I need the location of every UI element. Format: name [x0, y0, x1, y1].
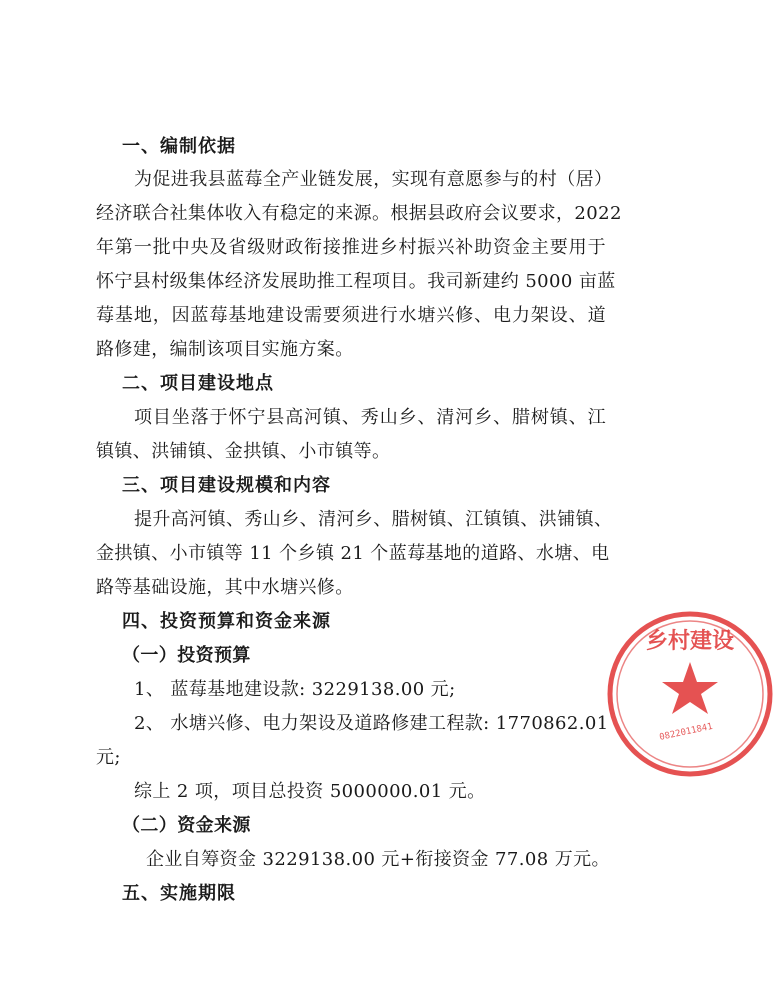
- section3-heading: 三、项目建设规模和内容: [122, 475, 331, 496]
- section4-sub1: （一）投资预算: [122, 645, 251, 666]
- section4-sub2: （二）资金来源: [122, 815, 251, 836]
- section1-line-4: 怀宁县村级集体经济发展助推工程项目。我司新建约 5000 亩蓝: [96, 271, 616, 292]
- section1-line-5: 莓基地，因蓝莓基地建设需要须进行水塘兴修、电力架设、道: [96, 305, 606, 326]
- seal-text: 乡村建设: [645, 628, 735, 654]
- section4-heading: 四、投资预算和资金来源: [122, 611, 331, 632]
- section4-total: 综上 2 项，项目总投资 5000000.01 元。: [134, 781, 486, 802]
- seal-number: 0822011841: [658, 721, 714, 743]
- section1-line-6: 路修建，编制该项目实施方案。: [96, 339, 354, 360]
- seal-star-icon: [662, 662, 718, 714]
- section2-line-2: 镇镇、洪铺镇、金拱镇、小市镇等。: [96, 441, 391, 462]
- section2-heading: 二、项目建设地点: [122, 373, 274, 394]
- section3-line-3: 路等基础设施，其中水塘兴修。: [96, 577, 354, 598]
- section3-line-1: 提升高河镇、秀山乡、清河乡、腊树镇、江镇镇、洪铺镇、: [134, 509, 613, 530]
- section5-heading: 五、实施期限: [122, 883, 236, 904]
- section4-funding: 企业自筹资金 3229138.00 元+衔接资金 77.08 万元。: [146, 849, 610, 870]
- section3-line-2: 金拱镇、小市镇等 11 个乡镇 21 个蓝莓基地的道路、水塘、电: [96, 543, 610, 564]
- section4-item1: 1、 蓝莓基地建设款: 3229138.00 元;: [134, 679, 456, 700]
- section1-line-2: 经济联合社集体收入有稳定的来源。根据县政府会议要求，2022: [96, 203, 622, 224]
- section1-line-3: 年第一批中央及省级财政衔接推进乡村振兴补助资金主要用于: [96, 237, 606, 258]
- section1-line-1: 为促进我县蓝莓全产业链发展，实现有意愿参与的村（居）: [134, 169, 613, 190]
- section2-line-1: 项目坐落于怀宁县高河镇、秀山乡、清河乡、腊树镇、江: [134, 407, 606, 428]
- section4-item2-line2: 元;: [96, 747, 121, 768]
- section4-item2-line1: 2、 水塘兴修、电力架设及道路修建工程款: 1770862.01: [134, 713, 609, 734]
- official-seal-stamp: [600, 604, 780, 784]
- section1-heading: 一、编制依据: [122, 136, 236, 157]
